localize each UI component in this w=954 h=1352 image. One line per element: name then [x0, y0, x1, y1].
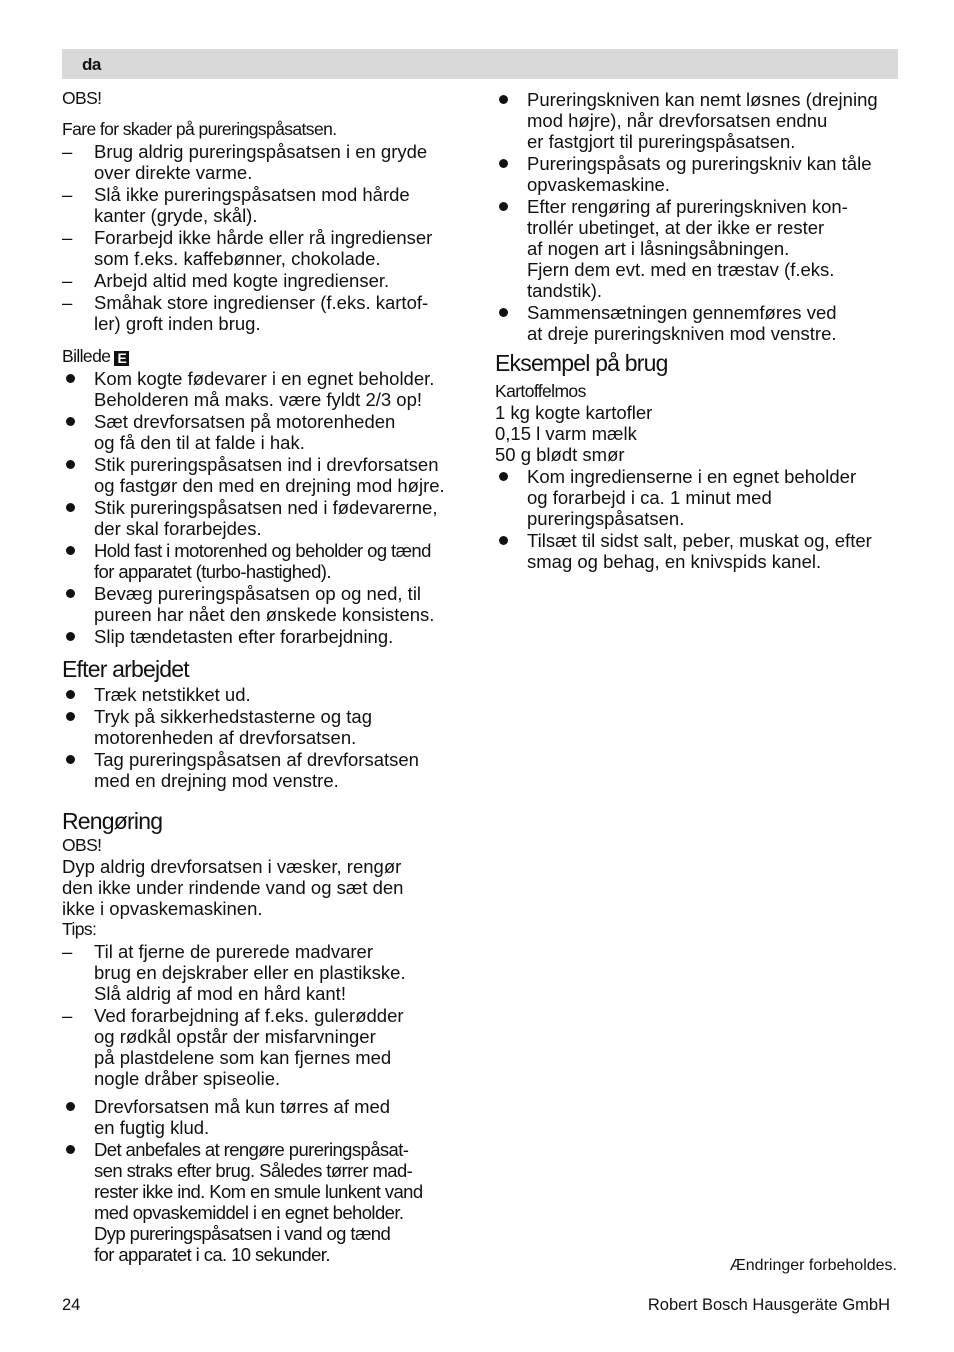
- step-item: Bevæg pureringspåsatsen op og ned, til pureen har nået den ønskede konsistens.: [62, 583, 472, 625]
- warning-list: [62, 141, 472, 334]
- cleaning-warning-text: Dyp aldrig drevforsatsen i væsker, rengør den ikke under rindende vand og sæt den ikke i opvaskemaskinen.: [62, 856, 404, 919]
- warning-item: – Arbejd altid med kogte ingredienser.: [62, 270, 472, 291]
- obs-label: OBS!: [62, 88, 102, 108]
- step-item: Kom ingredienserne i en egnet beholder og forarbejd i ca. 1 minut med pureringspåsatsen.: [495, 466, 900, 529]
- step-item: Tryk på sikkerhedstasterne og tag motorenheden af drevforsatsen.: [62, 706, 472, 748]
- recipe-steps-list: [495, 466, 900, 572]
- step-item: Det anbefales at rengøre pureringspåsat- sen straks efter brug. Således tørrer mad- rester ikke ind. Kom en smule lunkent vand med opvaskemiddel i en egnet beholder. Dyp pureringspåsatsen i vand og tænd for apparatet i ca. 10 sekunder.: [62, 1139, 472, 1265]
- warning-item: – Småhak store ingredienser (f.eks. kartof- ler) groft inden brug.: [62, 292, 472, 334]
- warning-item: – Slå ikke pureringspåsatsen mod hårde kanter (gryde, skål).: [62, 184, 472, 226]
- step-item: Drevforsatsen må kun tørres af med en fugtig klud.: [62, 1096, 472, 1138]
- step-item: Efter rengøring af pureringskniven kon- trollér ubetinget, at der ikke er rester af nogen art i låsningsåbningen. Fjern dem evt. med en træstav (f.eks. tandstik).: [495, 196, 900, 301]
- step-item: Kom kogte fødevarer i en egnet beholder. Beholderen må maks. være fyldt 2/3 op!: [62, 368, 472, 410]
- step-item: Sæt drevforsatsen på motorenheden og få den til at falde i hak.: [62, 411, 472, 453]
- section-heading-cleaning: Rengøring: [62, 808, 163, 834]
- ingredient-item: 50 g blødt smør: [495, 444, 625, 465]
- step-item: Sammensætningen gennemføres ved at dreje pureringskniven mod venstre.: [495, 302, 900, 344]
- tip-item: – Til at fjerne de purerede madvarer brug en dejskraber eller en plastikske. Slå aldrig af mod en hård kant!: [62, 941, 472, 1004]
- step-item: Slip tændetasten efter forarbejdning.: [62, 626, 472, 647]
- warning-item: – Brug aldrig pureringspåsatsen i en gryde over direkte varme.: [62, 141, 472, 183]
- section-heading-after-work: Efter arbejdet: [62, 656, 189, 682]
- picture-reference: [62, 346, 472, 367]
- tips-label: Tips:: [62, 919, 97, 939]
- tips-list: [62, 941, 472, 1089]
- step-item: Pureringskniven kan nemt løsnes (drejning mod højre), når drevforsatsen endnu er fastgjort til pureringspåsatsen.: [495, 89, 900, 152]
- right-column: [495, 88, 900, 572]
- warning-item: – Forarbejd ikke hårde eller rå ingredienser som f.eks. kaffebønner, chokolade.: [62, 227, 472, 269]
- after-steps-list: [62, 684, 472, 791]
- picture-label: Billede: [62, 346, 111, 366]
- picture-steps-list: [62, 368, 472, 647]
- section-heading-example: Eksempel på brug: [495, 350, 668, 376]
- language-header-bar: [62, 49, 898, 79]
- step-item: Tilsæt til sidst salt, peber, muskat og, efter smag og behag, en knivspids kanel.: [495, 530, 900, 572]
- knife-steps-list: [495, 89, 900, 344]
- tip-item: – Ved forarbejdning af f.eks. gulerødder og rødkål opstår der misfarvninger på plastdelene som kan fjernes med nogle dråber spiseolie.: [62, 1005, 472, 1089]
- obs-label: OBS!: [62, 835, 102, 855]
- step-item: Pureringspåsats og pureringskniv kan tåle opvaskemaskine.: [495, 153, 900, 195]
- company-name: Robert Bosch Hausgeräte GmbH: [647, 1296, 890, 1314]
- picture-letter-icon: E: [114, 351, 129, 366]
- left-column: [62, 88, 472, 1265]
- page-number: 24: [62, 1296, 81, 1314]
- ingredient-item: 1 kg kogte kartofler: [495, 402, 653, 423]
- warning-title: Fare for skader på pureringspåsatsen.: [62, 119, 337, 139]
- step-item: Tag pureringspåsatsen af drevforsatsen med en drejning mod venstre.: [62, 749, 472, 791]
- step-item: Stik pureringspåsatsen ned i fødevarerne, der skal forarbejdes.: [62, 497, 472, 539]
- recipe-title: Kartoffelmos: [495, 381, 586, 401]
- language-code: da: [82, 55, 101, 74]
- step-item: Træk netstikket ud.: [62, 684, 472, 705]
- footnote-changes-reserved: Ændringer forbeholdes.: [729, 1257, 897, 1274]
- ingredient-item: 0,15 l varm mælk: [495, 423, 637, 444]
- step-item: Hold fast i motorenhed og beholder og tænd for apparatet (turbo-hastighed).: [62, 540, 472, 582]
- step-item: Stik pureringspåsatsen ind i drevforsatsen og fastgør den med en drejning mod højre.: [62, 454, 472, 496]
- cleaning-steps-list: [62, 1096, 472, 1265]
